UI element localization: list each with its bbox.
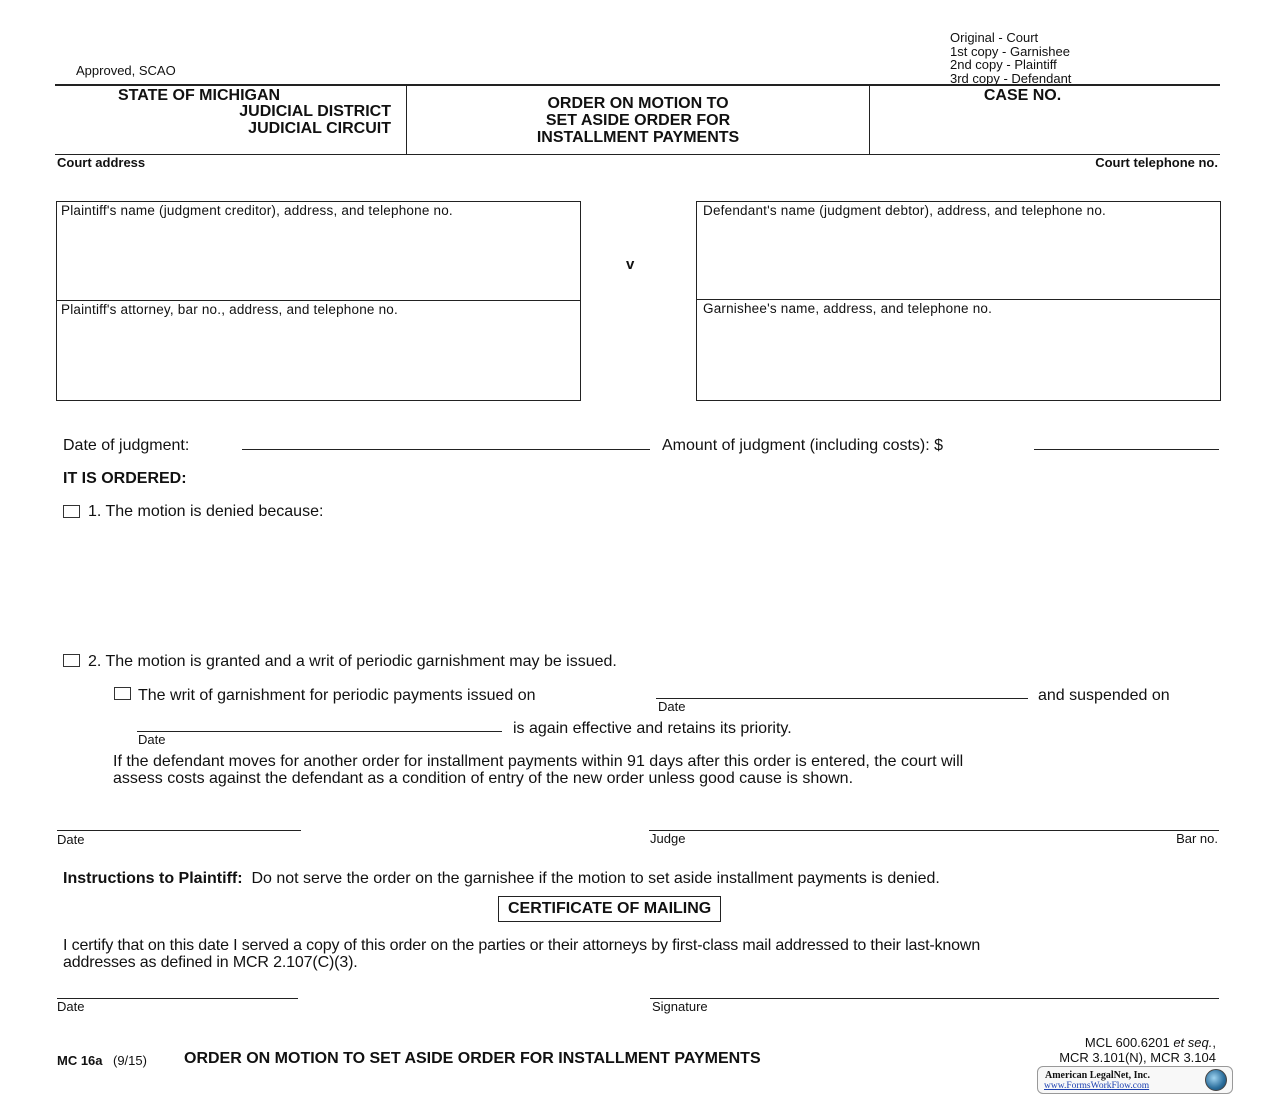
denied-checkbox[interactable] bbox=[63, 505, 80, 518]
distribution-item: 1st copy - Garnishee bbox=[950, 43, 1070, 59]
form-revision: (9/15) bbox=[112, 1053, 147, 1068]
publisher-badge[interactable] bbox=[1037, 1066, 1233, 1094]
amount-of-judgment-label: Amount of judgment (including costs): $ bbox=[662, 437, 944, 454]
form-number-code: MC 16a bbox=[57, 1053, 103, 1068]
order-date-caption: Date bbox=[57, 832, 85, 847]
garnishee-name-label: Garnishee's name, address, and telephone no. bbox=[703, 301, 993, 316]
court-address-label: Court address bbox=[57, 155, 146, 170]
costs-warning-line: assess costs against the defendant as a condition of entry of the new order unless good cause is shown. bbox=[113, 770, 854, 787]
globe-icon bbox=[1205, 1069, 1227, 1091]
certificate-text-line: addresses as defined in MCR 2.107(C)(3). bbox=[63, 954, 358, 971]
judge-caption: Judge bbox=[650, 831, 686, 846]
distribution-item: Original - Court bbox=[950, 30, 1039, 45]
costs-warning-line: If the defendant moves for another order for installment payments within 91 days after this order is entered, the court will bbox=[113, 753, 964, 770]
form-number bbox=[57, 1052, 147, 1070]
plaintiff-attorney-label: Plaintiff's attorney, bar no., address, and telephone no. bbox=[61, 302, 398, 317]
bar-number-caption: Bar no. bbox=[1176, 831, 1218, 846]
form-title-line: INSTALLMENT PAYMENTS bbox=[536, 129, 740, 146]
badge-url[interactable]: www.FormsWorkFlow.com bbox=[1044, 1081, 1150, 1091]
instructions-text: Do not serve the order on the garnishee if the motion to set aside installment payments is denied. bbox=[251, 870, 940, 887]
distribution-list bbox=[950, 31, 1071, 85]
mcl-italic: et seq. bbox=[1173, 1035, 1213, 1050]
form-title bbox=[407, 95, 869, 146]
state-label: STATE OF MICHIGAN bbox=[118, 87, 281, 104]
plaintiff-name-label: Plaintiff's name (judgment creditor), address, and telephone no. bbox=[61, 203, 453, 218]
instructions-label: Instructions to Plaintiff: bbox=[63, 870, 243, 887]
mcl-prefix: MCL 600.6201 bbox=[1084, 1035, 1170, 1050]
date-of-judgment-field[interactable] bbox=[242, 449, 650, 450]
signature-caption: Signature bbox=[652, 999, 708, 1014]
again-effective-text: is again effective and retains its priority. bbox=[513, 720, 792, 737]
badge-name: American LegalNet, Inc. bbox=[1045, 1070, 1150, 1081]
form-title-line: ORDER ON MOTION TO bbox=[547, 95, 729, 112]
mcl-suffix: , bbox=[1212, 1035, 1216, 1050]
mailing-date-field[interactable] bbox=[57, 998, 298, 999]
certificate-text bbox=[63, 937, 980, 971]
district-label: JUDICIAL DISTRICT bbox=[239, 103, 391, 120]
amount-of-judgment-field[interactable] bbox=[1034, 449, 1219, 450]
mailing-signature-field[interactable] bbox=[650, 998, 1219, 999]
form-title-line: SET ASIDE ORDER FOR bbox=[545, 112, 731, 129]
case-number-label: CASE NO. bbox=[983, 87, 1062, 104]
versus-label: v bbox=[626, 256, 635, 273]
plaintiff-box bbox=[56, 201, 581, 401]
plaintiff-box-divider bbox=[56, 300, 581, 301]
certificate-title: CERTIFICATE OF MAILING bbox=[498, 896, 721, 922]
approved-text: Approved, SCAO bbox=[76, 63, 176, 78]
statute-references bbox=[960, 1035, 1216, 1065]
writ-issued-date-field[interactable] bbox=[656, 698, 1028, 699]
granted-checkbox[interactable] bbox=[63, 654, 80, 667]
writ-text: The writ of garnishment for periodic payments issued on bbox=[138, 687, 536, 704]
mailing-date-caption: Date bbox=[57, 999, 85, 1014]
mcr-reference: MCR 3.101(N), MCR 3.104 bbox=[1059, 1050, 1216, 1065]
court-telephone-label: Court telephone no. bbox=[1095, 155, 1218, 170]
writ-checkbox[interactable] bbox=[114, 687, 131, 700]
footer-title: ORDER ON MOTION TO SET ASIDE ORDER FOR INSTALLMENT PAYMENTS bbox=[184, 1050, 761, 1067]
suspended-date-caption: Date bbox=[138, 732, 166, 747]
mcl-reference bbox=[960, 1035, 1216, 1050]
costs-warning bbox=[113, 753, 963, 787]
writ-issued-date-caption: Date bbox=[658, 699, 686, 714]
suspended-on-text: and suspended on bbox=[1038, 687, 1170, 704]
order-date-field[interactable] bbox=[57, 830, 301, 831]
instructions bbox=[63, 870, 940, 888]
granted-label: 2. The motion is granted and a writ of periodic garnishment may be issued. bbox=[88, 653, 617, 670]
distribution-item: 3rd copy - Defendant bbox=[950, 70, 1072, 86]
distribution-item: 2nd copy - Plaintiff bbox=[950, 57, 1057, 72]
date-of-judgment-label: Date of judgment: bbox=[63, 437, 190, 454]
circuit-label: JUDICIAL CIRCUIT bbox=[248, 120, 391, 137]
certificate-text-line: I certify that on this date I served a copy of this order on the parties or their attorneys by first-class mail addressed to their last-known bbox=[63, 937, 981, 954]
it-is-ordered-heading: IT IS ORDERED: bbox=[63, 470, 187, 487]
defendant-box-divider bbox=[696, 299, 1221, 300]
suspended-date-field[interactable] bbox=[137, 731, 502, 732]
defendant-name-label: Defendant's name (judgment debtor), address, and telephone no. bbox=[703, 203, 1106, 218]
header-top-rule bbox=[55, 84, 1220, 86]
denied-label: 1. The motion is denied because: bbox=[88, 503, 324, 520]
